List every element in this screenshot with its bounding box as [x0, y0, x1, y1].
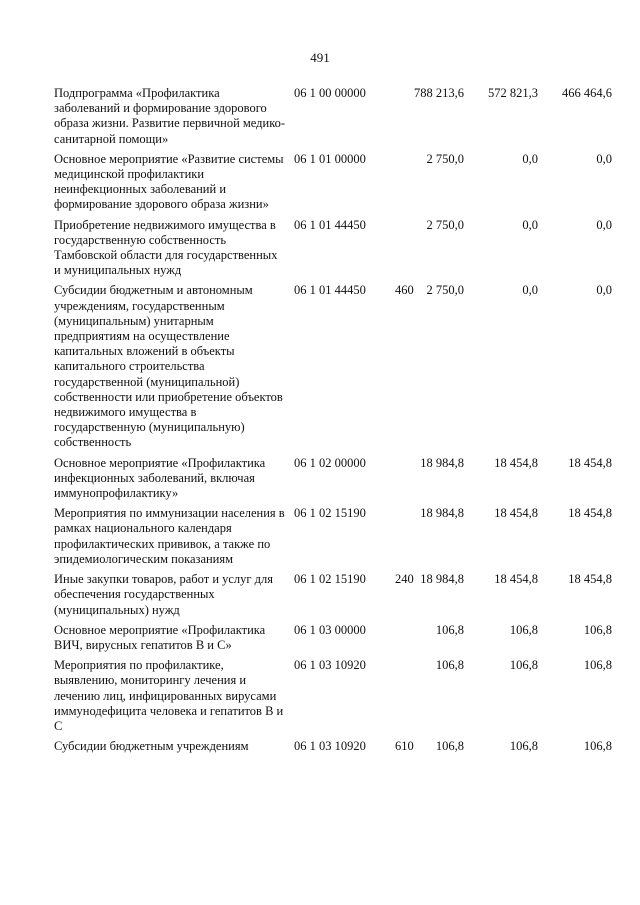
table-row [54, 506, 624, 572]
row-name: Основное мероприятие «Профилактика инфекционных заболеваний, включая иммунопрофилактику» [54, 455, 266, 501]
row-code: 06 1 01 00000 [294, 151, 366, 166]
row-value-1: 18 984,8 [420, 506, 464, 521]
row-value-1: 18 984,8 [420, 572, 464, 587]
row-name: Мероприятия по профилактике, выявлению, мониторингу лечения и лечению лиц, инфицированных вирусами иммунодефицита человека и гепатитов В и С [54, 658, 284, 733]
row-value-1: 106,8 [435, 658, 464, 673]
row-value-3: 0,0 [596, 283, 612, 298]
row-value-2: 18 454,8 [494, 506, 538, 521]
row-code: 06 1 01 44450 [294, 217, 366, 232]
row-value-2: 0,0 [522, 151, 538, 166]
table-row [54, 456, 624, 507]
table-row [54, 572, 624, 623]
table-row [54, 152, 624, 218]
row-value-3: 106,8 [583, 622, 612, 637]
row-value-2: 0,0 [522, 217, 538, 232]
row-value-3: 18 454,8 [568, 572, 612, 587]
row-expense-type: 240 [395, 572, 414, 587]
row-value-2: 106,8 [509, 658, 538, 673]
table-row [54, 739, 624, 759]
row-code: 06 1 03 00000 [294, 622, 366, 637]
table-row [54, 623, 624, 658]
row-value-3: 466 464,6 [562, 86, 612, 100]
row-value-3: 106,8 [583, 658, 612, 673]
row-code: 06 1 03 10920 [294, 739, 366, 754]
row-code: 06 1 03 10920 [294, 658, 366, 673]
row-code: 06 1 02 15190 [294, 506, 366, 521]
row-value-1: 106,8 [435, 739, 464, 754]
table-row [54, 658, 624, 739]
row-value-1: 788 213,6 [414, 86, 464, 100]
row-value-2: 0,0 [522, 283, 538, 298]
row-name: Основное мероприятие «Профилактика ВИЧ, вирусных гепатитов В и С» [54, 622, 266, 652]
row-value-3: 106,8 [583, 739, 612, 754]
row-name: Субсидии бюджетным и автономным учреждениям, государственным (муниципальным) унитарным предприятиям на осуществление капитальных вложений в объекты капитального строительства государственной (муниципальной) собственности или приобретение объектов недвижимого имущества в государственную (муниципальную) собственность [54, 283, 283, 450]
row-value-3: 18 454,8 [568, 506, 612, 521]
row-value-2: 18 454,8 [494, 455, 538, 470]
row-value-3: 0,0 [596, 151, 612, 166]
row-code: 06 1 01 44450 [294, 283, 366, 298]
row-expense-type: 610 [395, 739, 414, 754]
row-value-3: 0,0 [596, 217, 612, 232]
table-row [54, 86, 624, 152]
row-value-1: 18 984,8 [420, 455, 464, 470]
row-name: Иные закупки товаров, работ и услуг для обеспечения государственных (муниципальных) нужд [54, 572, 274, 617]
table-row [54, 283, 624, 455]
row-name: Основное мероприятие «Развитие системы медицинской профилактики неинфекционных заболеваний и формирование здорового образа жизни» [54, 151, 284, 212]
row-name: Приобретение недвижимого имущества в государственную собственность Тамбовской области для государственных и муниципальных нужд [54, 217, 278, 278]
row-value-1: 2 750,0 [426, 151, 464, 166]
row-expense-type: 460 [395, 283, 414, 298]
row-code: 06 1 00 00000 [294, 86, 366, 100]
row-value-2: 106,8 [509, 739, 538, 754]
row-value-1: 106,8 [435, 622, 464, 637]
row-code: 06 1 02 15190 [294, 572, 366, 587]
row-name: Мероприятия по иммунизации населения в рамках национального календаря профилактических прививок, а также по эпидемиологическим показаниям [54, 506, 285, 566]
page-number: 491 [310, 50, 330, 65]
row-name: Субсидии бюджетным учреждениям [54, 739, 249, 754]
row-value-2: 572 821,3 [488, 86, 538, 100]
row-value-2: 18 454,8 [494, 572, 538, 587]
row-code: 06 1 02 00000 [294, 455, 366, 470]
table-row [54, 218, 624, 284]
row-value-3: 18 454,8 [568, 455, 612, 470]
row-value-1: 2 750,0 [426, 283, 464, 298]
budget-table [54, 86, 624, 759]
row-value-1: 2 750,0 [426, 217, 464, 232]
row-name: Подпрограмма «Профилактика заболеваний и формирование здорового образа жизни. Развитие первичной медико-санитарной помощи» [54, 86, 286, 146]
row-value-2: 106,8 [509, 622, 538, 637]
